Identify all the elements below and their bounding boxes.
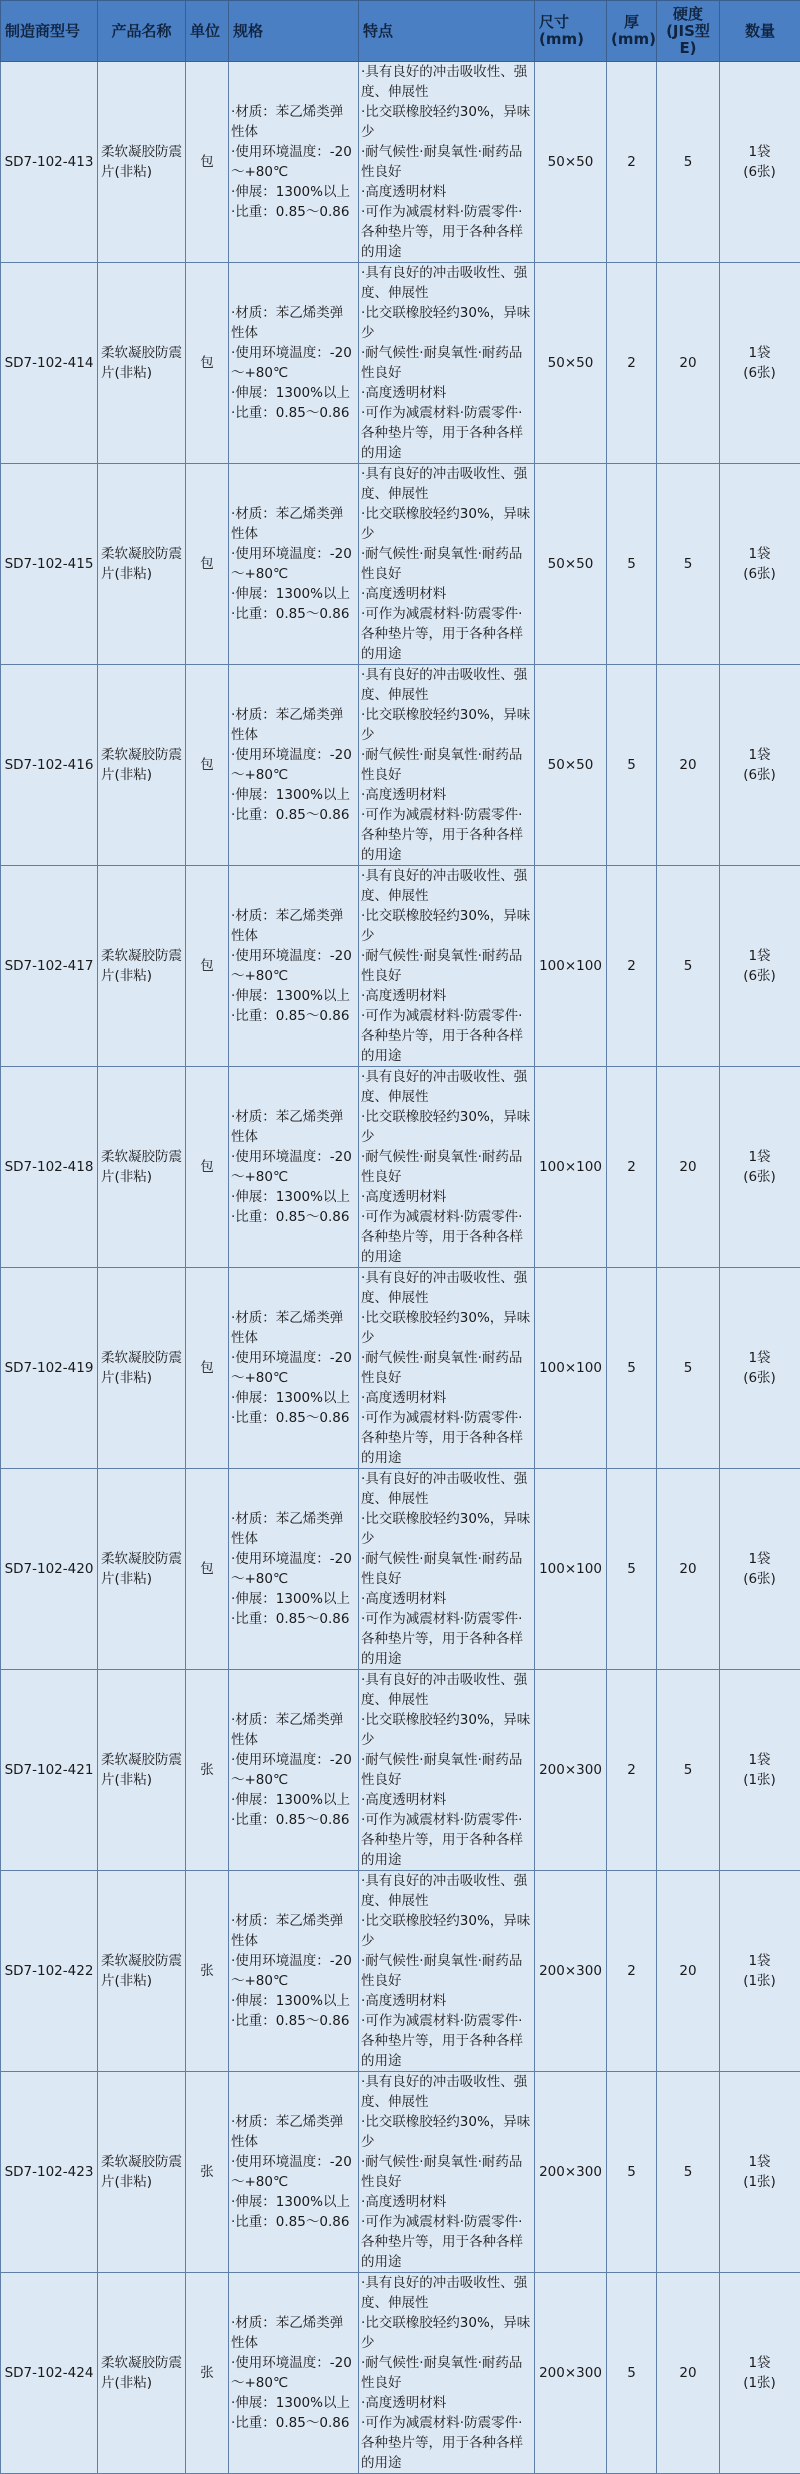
cell-product-name: 柔软凝胶防震片(非粘) [98, 1469, 186, 1670]
cell-features: ·具有良好的冲击吸收性、强度、伸展性 ·比交联橡胶轻约30%，异味少 ·耐气候性·耐臭氧性·耐药品性良好 ·高度透明材料 ·可作为减震材料·防震零件·各种垫片等，用于各种各样的用途 [359, 263, 535, 464]
cell-quantity: 1袋 (1张) [720, 2273, 800, 2474]
cell-quantity: 1袋 (1张) [720, 2072, 800, 2273]
cell-spec: ·材质：苯乙烯类弹性体 ·使用环境温度：-20～+80℃ ·伸展：1300%以上 ·比重：0.85～0.86 [229, 464, 359, 665]
table-row [1, 464, 800, 665]
cell-thickness: 2 [607, 1871, 657, 2072]
table-row [1, 1067, 800, 1268]
cell-quantity: 1袋 (1张) [720, 1670, 800, 1871]
cell-product-name: 柔软凝胶防震片(非粘) [98, 62, 186, 263]
cell-features: ·具有良好的冲击吸收性、强度、伸展性 ·比交联橡胶轻约30%，异味少 ·耐气候性·耐臭氧性·耐药品性良好 ·高度透明材料 ·可作为减震材料·防震零件·各种垫片等，用于各种各样的用途 [359, 2273, 535, 2474]
cell-model: SD7-102-419 [1, 1268, 98, 1469]
cell-size: 200×300 [535, 2273, 607, 2474]
cell-size: 50×50 [535, 665, 607, 866]
table-row [1, 2273, 800, 2474]
cell-quantity: 1袋 (6张) [720, 464, 800, 665]
cell-thickness: 2 [607, 1670, 657, 1871]
cell-spec: ·材质：苯乙烯类弹性体 ·使用环境温度：-20～+80℃ ·伸展：1300%以上 ·比重：0.85～0.86 [229, 263, 359, 464]
cell-size: 100×100 [535, 1067, 607, 1268]
cell-quantity: 1袋 (1张) [720, 1871, 800, 2072]
cell-spec: ·材质：苯乙烯类弹性体 ·使用环境温度：-20～+80℃ ·伸展：1300%以上 ·比重：0.85～0.86 [229, 62, 359, 263]
cell-spec: ·材质：苯乙烯类弹性体 ·使用环境温度：-20～+80℃ ·伸展：1300%以上 ·比重：0.85～0.86 [229, 866, 359, 1067]
cell-product-name: 柔软凝胶防震片(非粘) [98, 2273, 186, 2474]
cell-features: ·具有良好的冲击吸收性、强度、伸展性 ·比交联橡胶轻约30%，异味少 ·耐气候性·耐臭氧性·耐药品性良好 ·高度透明材料 ·可作为减震材料·防震零件·各种垫片等，用于各种各样的用途 [359, 1670, 535, 1871]
header-quantity: 数量 [720, 1, 800, 62]
cell-size: 100×100 [535, 866, 607, 1067]
cell-hardness: 20 [657, 2273, 720, 2474]
cell-thickness: 5 [607, 1469, 657, 1670]
cell-size: 200×300 [535, 2072, 607, 2273]
cell-hardness: 5 [657, 1670, 720, 1871]
cell-unit: 张 [186, 2273, 229, 2474]
cell-features: ·具有良好的冲击吸收性、强度、伸展性 ·比交联橡胶轻约30%，异味少 ·耐气候性·耐臭氧性·耐药品性良好 ·高度透明材料 ·可作为减震材料·防震零件·各种垫片等，用于各种各样的用途 [359, 665, 535, 866]
cell-size: 200×300 [535, 1871, 607, 2072]
table-row [1, 1670, 800, 1871]
cell-thickness: 5 [607, 464, 657, 665]
header-name: 产品名称 [98, 1, 186, 62]
cell-hardness: 5 [657, 464, 720, 665]
cell-unit: 包 [186, 263, 229, 464]
cell-features: ·具有良好的冲击吸收性、强度、伸展性 ·比交联橡胶轻约30%，异味少 ·耐气候性·耐臭氧性·耐药品性良好 ·高度透明材料 ·可作为减震材料·防震零件·各种垫片等，用于各种各样的用途 [359, 1067, 535, 1268]
cell-quantity: 1袋 (6张) [720, 62, 800, 263]
cell-thickness: 5 [607, 2273, 657, 2474]
cell-features: ·具有良好的冲击吸收性、强度、伸展性 ·比交联橡胶轻约30%，异味少 ·耐气候性·耐臭氧性·耐药品性良好 ·高度透明材料 ·可作为减震材料·防震零件·各种垫片等，用于各种各样的用途 [359, 866, 535, 1067]
cell-features: ·具有良好的冲击吸收性、强度、伸展性 ·比交联橡胶轻约30%，异味少 ·耐气候性·耐臭氧性·耐药品性良好 ·高度透明材料 ·可作为减震材料·防震零件·各种垫片等，用于各种各样的用途 [359, 2072, 535, 2273]
cell-model: SD7-102-423 [1, 2072, 98, 2273]
cell-model: SD7-102-422 [1, 1871, 98, 2072]
cell-hardness: 5 [657, 866, 720, 1067]
cell-hardness: 5 [657, 62, 720, 263]
cell-product-name: 柔软凝胶防震片(非粘) [98, 1871, 186, 2072]
table-row [1, 665, 800, 866]
cell-spec: ·材质：苯乙烯类弹性体 ·使用环境温度：-20～+80℃ ·伸展：1300%以上 ·比重：0.85～0.86 [229, 1268, 359, 1469]
cell-size: 100×100 [535, 1469, 607, 1670]
header-size: 尺寸(mm) [535, 1, 607, 62]
table-row [1, 866, 800, 1067]
cell-model: SD7-102-416 [1, 665, 98, 866]
cell-unit: 张 [186, 2072, 229, 2273]
cell-thickness: 2 [607, 263, 657, 464]
cell-hardness: 20 [657, 263, 720, 464]
cell-model: SD7-102-420 [1, 1469, 98, 1670]
cell-unit: 张 [186, 1670, 229, 1871]
cell-quantity: 1袋 (6张) [720, 665, 800, 866]
cell-hardness: 5 [657, 2072, 720, 2273]
cell-unit: 包 [186, 464, 229, 665]
cell-features: ·具有良好的冲击吸收性、强度、伸展性 ·比交联橡胶轻约30%，异味少 ·耐气候性·耐臭氧性·耐药品性良好 ·高度透明材料 ·可作为减震材料·防震零件·各种垫片等，用于各种各样的用途 [359, 1871, 535, 2072]
cell-product-name: 柔软凝胶防震片(非粘) [98, 464, 186, 665]
cell-model: SD7-102-417 [1, 866, 98, 1067]
table-row [1, 1268, 800, 1469]
cell-hardness: 5 [657, 1268, 720, 1469]
header-row [1, 1, 800, 62]
cell-thickness: 2 [607, 866, 657, 1067]
cell-model: SD7-102-414 [1, 263, 98, 464]
cell-spec: ·材质：苯乙烯类弹性体 ·使用环境温度：-20～+80℃ ·伸展：1300%以上 ·比重：0.85～0.86 [229, 665, 359, 866]
cell-unit: 包 [186, 1469, 229, 1670]
cell-hardness: 20 [657, 1469, 720, 1670]
cell-thickness: 5 [607, 2072, 657, 2273]
cell-model: SD7-102-421 [1, 1670, 98, 1871]
cell-spec: ·材质：苯乙烯类弹性体 ·使用环境温度：-20～+80℃ ·伸展：1300%以上 ·比重：0.85～0.86 [229, 1670, 359, 1871]
cell-product-name: 柔软凝胶防震片(非粘) [98, 866, 186, 1067]
cell-hardness: 20 [657, 1067, 720, 1268]
cell-features: ·具有良好的冲击吸收性、强度、伸展性 ·比交联橡胶轻约30%，异味少 ·耐气候性·耐臭氧性·耐药品性良好 ·高度透明材料 ·可作为减震材料·防震零件·各种垫片等，用于各种各样的用途 [359, 62, 535, 263]
table-row [1, 1469, 800, 1670]
cell-thickness: 2 [607, 62, 657, 263]
cell-hardness: 20 [657, 1871, 720, 2072]
cell-features: ·具有良好的冲击吸收性、强度、伸展性 ·比交联橡胶轻约30%，异味少 ·耐气候性·耐臭氧性·耐药品性良好 ·高度透明材料 ·可作为减震材料·防震零件·各种垫片等，用于各种各样的用途 [359, 1469, 535, 1670]
cell-quantity: 1袋 (6张) [720, 1268, 800, 1469]
cell-spec: ·材质：苯乙烯类弹性体 ·使用环境温度：-20～+80℃ ·伸展：1300%以上 ·比重：0.85～0.86 [229, 1067, 359, 1268]
header-features: 特点 [359, 1, 535, 62]
table-row [1, 2072, 800, 2273]
cell-model: SD7-102-424 [1, 2273, 98, 2474]
cell-size: 50×50 [535, 464, 607, 665]
cell-quantity: 1袋 (6张) [720, 1469, 800, 1670]
cell-product-name: 柔软凝胶防震片(非粘) [98, 1067, 186, 1268]
cell-spec: ·材质：苯乙烯类弹性体 ·使用环境温度：-20～+80℃ ·伸展：1300%以上 ·比重：0.85～0.86 [229, 1469, 359, 1670]
cell-quantity: 1袋 (6张) [720, 866, 800, 1067]
cell-unit: 包 [186, 1268, 229, 1469]
cell-size: 50×50 [535, 263, 607, 464]
cell-hardness: 20 [657, 665, 720, 866]
cell-thickness: 5 [607, 1268, 657, 1469]
cell-product-name: 柔软凝胶防震片(非粘) [98, 1670, 186, 1871]
table-row [1, 263, 800, 464]
cell-unit: 包 [186, 1067, 229, 1268]
cell-thickness: 5 [607, 665, 657, 866]
cell-unit: 包 [186, 665, 229, 866]
cell-model: SD7-102-418 [1, 1067, 98, 1268]
cell-unit: 张 [186, 1871, 229, 2072]
header-model: 制造商型号 [1, 1, 98, 62]
header-thickness: 厚 (mm) [607, 1, 657, 62]
header-hardness: 硬度 (JIS型 E) [657, 1, 720, 62]
table-row [1, 1871, 800, 2072]
cell-size: 100×100 [535, 1268, 607, 1469]
cell-spec: ·材质：苯乙烯类弹性体 ·使用环境温度：-20～+80℃ ·伸展：1300%以上 ·比重：0.85～0.86 [229, 2072, 359, 2273]
table-row [1, 62, 800, 263]
cell-unit: 包 [186, 62, 229, 263]
cell-product-name: 柔软凝胶防震片(非粘) [98, 263, 186, 464]
cell-product-name: 柔软凝胶防震片(非粘) [98, 1268, 186, 1469]
cell-size: 200×300 [535, 1670, 607, 1871]
cell-quantity: 1袋 (6张) [720, 263, 800, 464]
cell-unit: 包 [186, 866, 229, 1067]
cell-spec: ·材质：苯乙烯类弹性体 ·使用环境温度：-20～+80℃ ·伸展：1300%以上 ·比重：0.85～0.86 [229, 1871, 359, 2072]
cell-product-name: 柔软凝胶防震片(非粘) [98, 2072, 186, 2273]
cell-product-name: 柔软凝胶防震片(非粘) [98, 665, 186, 866]
header-unit: 单位 [186, 1, 229, 62]
cell-model: SD7-102-415 [1, 464, 98, 665]
cell-model: SD7-102-413 [1, 62, 98, 263]
cell-size: 50×50 [535, 62, 607, 263]
cell-features: ·具有良好的冲击吸收性、强度、伸展性 ·比交联橡胶轻约30%，异味少 ·耐气候性·耐臭氧性·耐药品性良好 ·高度透明材料 ·可作为减震材料·防震零件·各种垫片等，用于各种各样的用途 [359, 464, 535, 665]
cell-features: ·具有良好的冲击吸收性、强度、伸展性 ·比交联橡胶轻约30%，异味少 ·耐气候性·耐臭氧性·耐药品性良好 ·高度透明材料 ·可作为减震材料·防震零件·各种垫片等，用于各种各样的用途 [359, 1268, 535, 1469]
cell-spec: ·材质：苯乙烯类弹性体 ·使用环境温度：-20～+80℃ ·伸展：1300%以上 ·比重：0.85～0.86 [229, 2273, 359, 2474]
cell-quantity: 1袋 (6张) [720, 1067, 800, 1268]
header-spec: 规格 [229, 1, 359, 62]
cell-thickness: 2 [607, 1067, 657, 1268]
